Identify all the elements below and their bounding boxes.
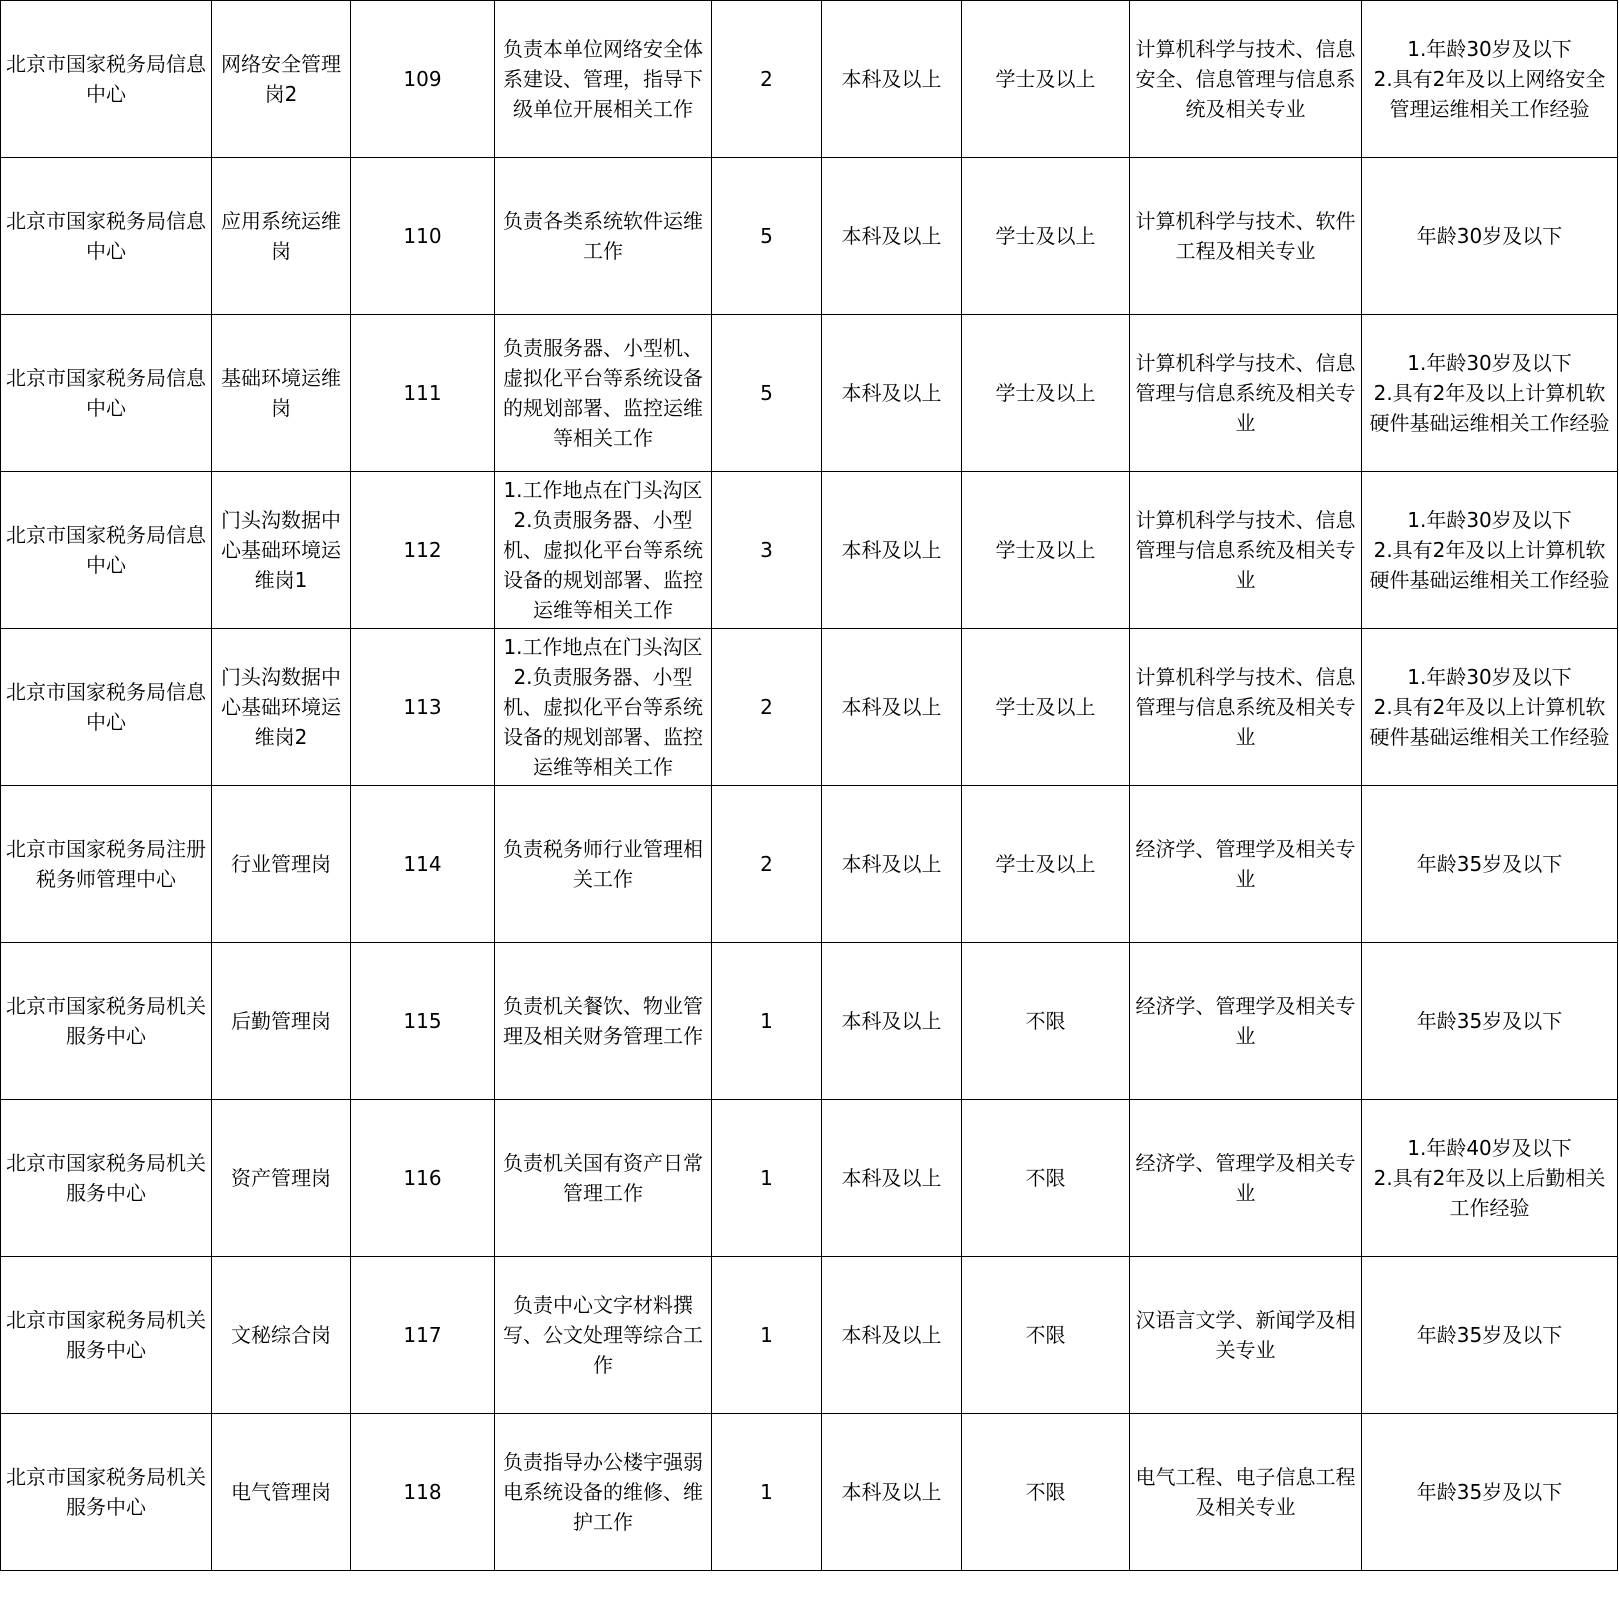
degree-cell: 学士及以上 (962, 629, 1130, 786)
duty-cell: 负责本单位网络安全体系建设、管理，指导下级单位开展相关工作 (495, 1, 712, 158)
unit-cell: 北京市国家税务局信息中心 (1, 158, 212, 315)
position-code-cell: 116 (351, 1100, 495, 1257)
requirements-cell: 1.年龄30岁及以下 2.具有2年及以上计算机软硬件基础运维相关工作经验 (1362, 472, 1618, 629)
position-code-cell: 114 (351, 786, 495, 943)
requirements-cell: 年龄35岁及以下 (1362, 786, 1618, 943)
headcount-cell: 1 (712, 1100, 822, 1257)
table-row (1, 786, 1618, 943)
position-code-cell: 115 (351, 943, 495, 1100)
headcount-cell: 5 (712, 315, 822, 472)
education-cell: 本科及以上 (822, 1100, 962, 1257)
position-cell: 后勤管理岗 (212, 943, 351, 1100)
education-cell: 本科及以上 (822, 786, 962, 943)
degree-cell: 学士及以上 (962, 1, 1130, 158)
major-cell: 计算机科学与技术、信息管理与信息系统及相关专业 (1130, 472, 1362, 629)
headcount-cell: 5 (712, 158, 822, 315)
unit-cell: 北京市国家税务局信息中心 (1, 629, 212, 786)
position-code-cell: 118 (351, 1414, 495, 1571)
requirements-cell: 1.年龄30岁及以下 2.具有2年及以上网络安全管理运维相关工作经验 (1362, 1, 1618, 158)
requirements-cell: 年龄35岁及以下 (1362, 943, 1618, 1100)
duty-cell: 1.工作地点在门头沟区 2.负责服务器、小型机、虚拟化平台等系统设备的规划部署、监控运维等相关工作 (495, 472, 712, 629)
unit-cell: 北京市国家税务局信息中心 (1, 1, 212, 158)
education-cell: 本科及以上 (822, 1, 962, 158)
duty-cell: 负责中心文字材料撰写、公文处理等综合工作 (495, 1257, 712, 1414)
table-body (1, 1, 1618, 1571)
table-row (1, 315, 1618, 472)
degree-cell: 不限 (962, 1100, 1130, 1257)
headcount-cell: 1 (712, 1414, 822, 1571)
duty-cell: 负责机关餐饮、物业管理及相关财务管理工作 (495, 943, 712, 1100)
position-cell: 门头沟数据中心基础环境运维岗2 (212, 629, 351, 786)
degree-cell: 不限 (962, 943, 1130, 1100)
position-cell: 行业管理岗 (212, 786, 351, 943)
requirements-cell: 1.年龄30岁及以下 2.具有2年及以上计算机软硬件基础运维相关工作经验 (1362, 629, 1618, 786)
unit-cell: 北京市国家税务局机关服务中心 (1, 1414, 212, 1571)
headcount-cell: 2 (712, 629, 822, 786)
table-row (1, 158, 1618, 315)
position-code-cell: 111 (351, 315, 495, 472)
table-row (1, 943, 1618, 1100)
major-cell: 汉语言文学、新闻学及相关专业 (1130, 1257, 1362, 1414)
table-row (1, 1414, 1618, 1571)
position-cell: 资产管理岗 (212, 1100, 351, 1257)
duty-cell: 负责税务师行业管理相关工作 (495, 786, 712, 943)
position-cell: 基础环境运维岗 (212, 315, 351, 472)
duty-cell: 负责各类系统软件运维工作 (495, 158, 712, 315)
position-code-cell: 113 (351, 629, 495, 786)
position-cell: 应用系统运维岗 (212, 158, 351, 315)
education-cell: 本科及以上 (822, 943, 962, 1100)
education-cell: 本科及以上 (822, 1414, 962, 1571)
headcount-cell: 1 (712, 1257, 822, 1414)
major-cell: 计算机科学与技术、信息管理与信息系统及相关专业 (1130, 315, 1362, 472)
headcount-cell: 2 (712, 1, 822, 158)
position-code-cell: 109 (351, 1, 495, 158)
major-cell: 经济学、管理学及相关专业 (1130, 1100, 1362, 1257)
unit-cell: 北京市国家税务局信息中心 (1, 472, 212, 629)
duty-cell: 负责指导办公楼宇强弱电系统设备的维修、维护工作 (495, 1414, 712, 1571)
position-cell: 电气管理岗 (212, 1414, 351, 1571)
education-cell: 本科及以上 (822, 1257, 962, 1414)
requirements-cell: 年龄30岁及以下 (1362, 158, 1618, 315)
major-cell: 电气工程、电子信息工程及相关专业 (1130, 1414, 1362, 1571)
table-row (1, 1257, 1618, 1414)
education-cell: 本科及以上 (822, 629, 962, 786)
degree-cell: 学士及以上 (962, 472, 1130, 629)
position-code-cell: 110 (351, 158, 495, 315)
education-cell: 本科及以上 (822, 315, 962, 472)
requirements-cell: 1.年龄30岁及以下 2.具有2年及以上计算机软硬件基础运维相关工作经验 (1362, 315, 1618, 472)
major-cell: 经济学、管理学及相关专业 (1130, 943, 1362, 1100)
major-cell: 计算机科学与技术、软件工程及相关专业 (1130, 158, 1362, 315)
unit-cell: 北京市国家税务局注册税务师管理中心 (1, 786, 212, 943)
duty-cell: 负责机关国有资产日常管理工作 (495, 1100, 712, 1257)
headcount-cell: 1 (712, 943, 822, 1100)
major-cell: 经济学、管理学及相关专业 (1130, 786, 1362, 943)
table-row (1, 472, 1618, 629)
position-cell: 网络安全管理岗2 (212, 1, 351, 158)
major-cell: 计算机科学与技术、信息管理与信息系统及相关专业 (1130, 629, 1362, 786)
headcount-cell: 3 (712, 472, 822, 629)
duty-cell: 负责服务器、小型机、虚拟化平台等系统设备的规划部署、监控运维等相关工作 (495, 315, 712, 472)
table-row (1, 1, 1618, 158)
requirements-cell: 年龄35岁及以下 (1362, 1257, 1618, 1414)
degree-cell: 学士及以上 (962, 158, 1130, 315)
table-row (1, 629, 1618, 786)
unit-cell: 北京市国家税务局信息中心 (1, 315, 212, 472)
table-row (1, 1100, 1618, 1257)
unit-cell: 北京市国家税务局机关服务中心 (1, 943, 212, 1100)
position-code-cell: 112 (351, 472, 495, 629)
position-cell: 门头沟数据中心基础环境运维岗1 (212, 472, 351, 629)
education-cell: 本科及以上 (822, 472, 962, 629)
position-code-cell: 117 (351, 1257, 495, 1414)
degree-cell: 学士及以上 (962, 786, 1130, 943)
headcount-cell: 2 (712, 786, 822, 943)
unit-cell: 北京市国家税务局机关服务中心 (1, 1257, 212, 1414)
requirements-cell: 年龄35岁及以下 (1362, 1414, 1618, 1571)
degree-cell: 学士及以上 (962, 315, 1130, 472)
degree-cell: 不限 (962, 1414, 1130, 1571)
degree-cell: 不限 (962, 1257, 1130, 1414)
major-cell: 计算机科学与技术、信息安全、信息管理与信息系统及相关专业 (1130, 1, 1362, 158)
duty-cell: 1.工作地点在门头沟区 2.负责服务器、小型机、虚拟化平台等系统设备的规划部署、监控运维等相关工作 (495, 629, 712, 786)
education-cell: 本科及以上 (822, 158, 962, 315)
requirements-cell: 1.年龄40岁及以下 2.具有2年及以上后勤相关工作经验 (1362, 1100, 1618, 1257)
unit-cell: 北京市国家税务局机关服务中心 (1, 1100, 212, 1257)
position-cell: 文秘综合岗 (212, 1257, 351, 1414)
